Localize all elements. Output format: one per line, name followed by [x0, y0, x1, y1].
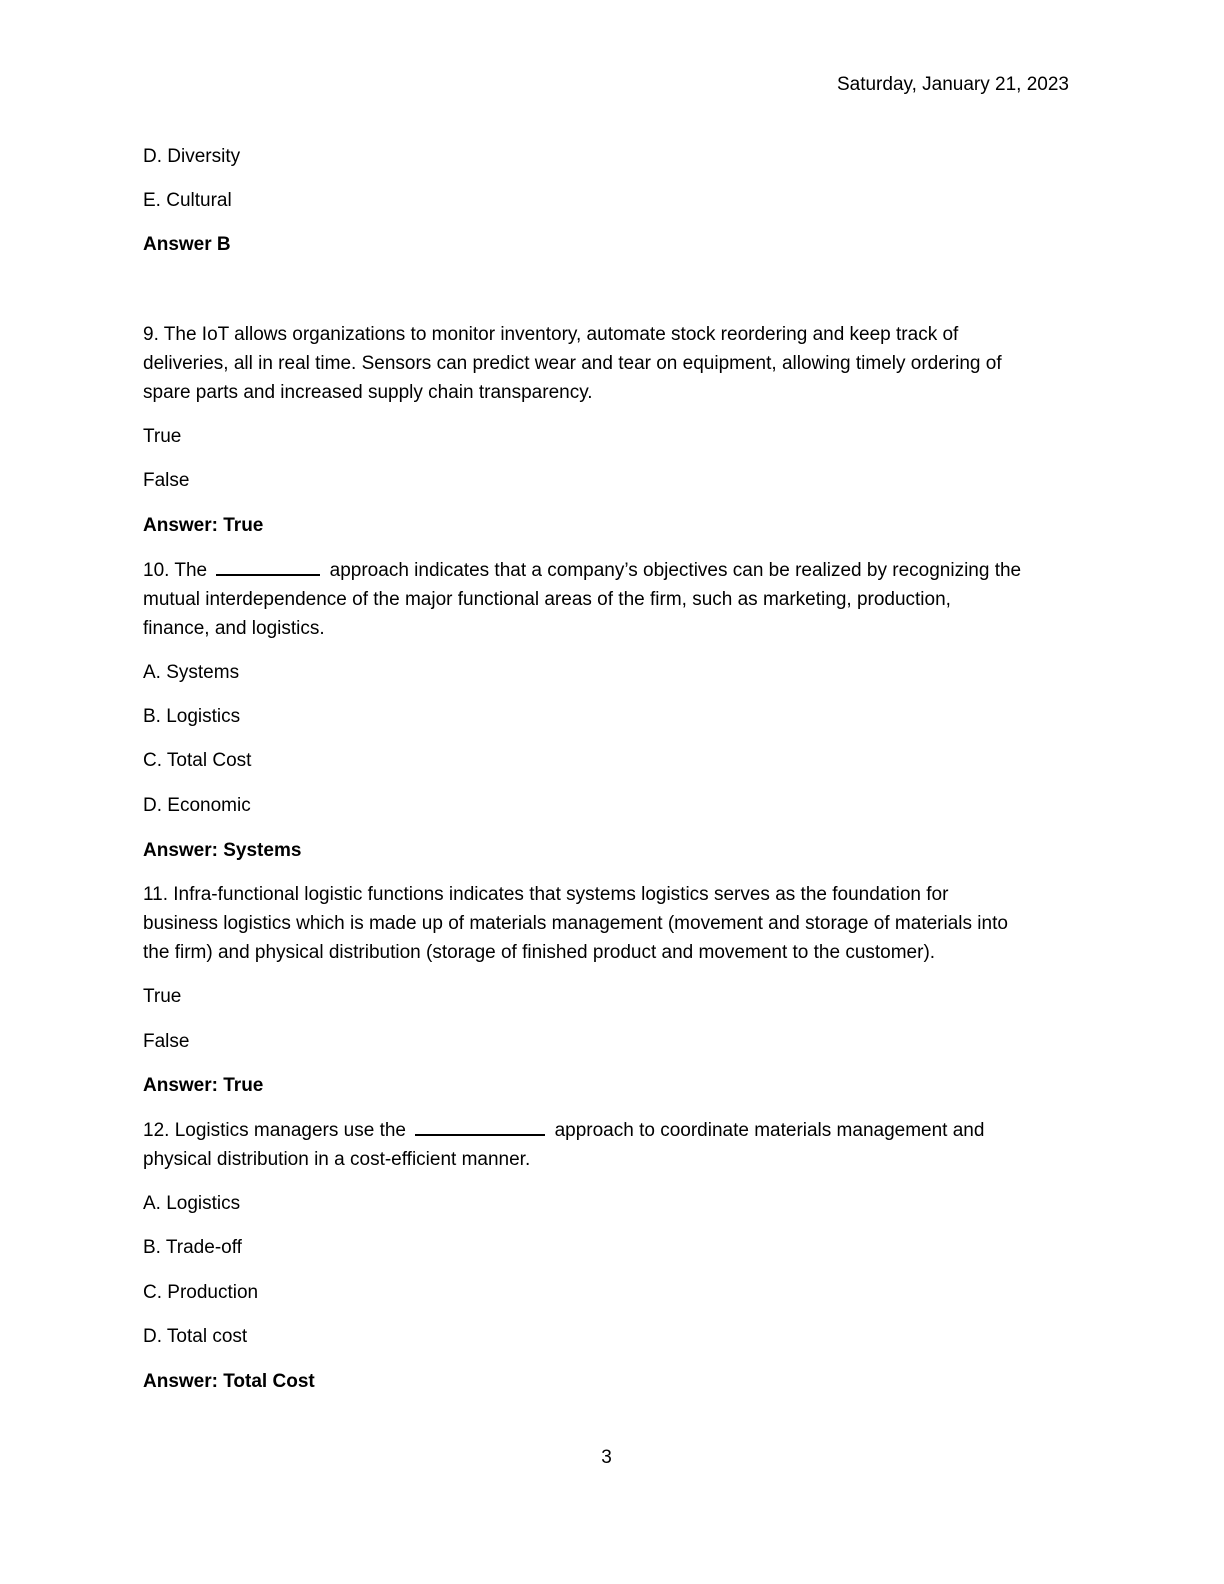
page-number: 3 [601, 1447, 612, 1468]
q11-answer: Answer: True [143, 1075, 264, 1096]
q10-text-line-3: finance, and logistics. [143, 618, 325, 639]
q10-option-a: A. Systems [143, 662, 240, 683]
q12-option-b: B. Trade-off [143, 1237, 242, 1258]
q9-text-line-1: 9. The IoT allows organizations to monitor inventory, automate stock reordering and keep track of [143, 324, 959, 345]
q11-text-line-1: 11. Infra-functional logistic functions indicates that systems logistics serves as the foundation for [143, 884, 949, 905]
q10-text-line-2: mutual interdependence of the major functional areas of the firm, such as marketing, production, [143, 589, 951, 610]
q11-text-line-3: the firm) and physical distribution (storage of finished product and movement to the customer). [143, 942, 936, 963]
q8-option-e: E. Cultural [143, 190, 232, 211]
header-date: Saturday, January 21, 2023 [836, 74, 1069, 95]
q11-text-line-2: business logistics which is made up of materials management (movement and storage of materials into [143, 913, 1008, 934]
q11-option-false: False [143, 1031, 190, 1052]
q12-option-a: A. Logistics [143, 1193, 241, 1214]
q9-text-line-2: deliveries, all in real time. Sensors can predict wear and tear on equipment, allowing timely ordering of [143, 353, 1002, 374]
q10-option-d: D. Economic [143, 795, 251, 816]
q8-option-d: D. Diversity [143, 146, 241, 167]
q12-option-c: C. Production [143, 1282, 259, 1303]
q12-text-line-2: physical distribution in a cost-efficient manner. [143, 1149, 531, 1170]
q9-option-true: True [143, 426, 182, 447]
q10-answer: Answer: Systems [143, 840, 302, 861]
q12-answer: Answer: Total Cost [143, 1371, 315, 1392]
q10-text-line-1 [143, 556, 1073, 585]
q10-blank [216, 558, 320, 576]
q9-text-line-3: spare parts and increased supply chain transparency. [143, 382, 593, 403]
q12-option-d: D. Total cost [143, 1326, 248, 1347]
q10-text-before-blank: 10. The [143, 560, 208, 581]
q10-option-b: B. Logistics [143, 706, 241, 727]
q12-blank [415, 1118, 545, 1136]
q12-text-after-blank: approach to coordinate materials management and [554, 1120, 985, 1141]
q10-text-after-blank: approach indicates that a company’s objectives can be realized by recognizing the [329, 560, 1022, 581]
q9-answer: Answer: True [143, 515, 264, 536]
q10-option-c: C. Total Cost [143, 750, 252, 771]
q8-answer: Answer B [143, 234, 231, 255]
q12-text-before-blank: 12. Logistics managers use the [143, 1120, 406, 1141]
q11-option-true: True [143, 986, 182, 1007]
q9-option-false: False [143, 470, 190, 491]
q12-text-line-1 [143, 1116, 1073, 1145]
